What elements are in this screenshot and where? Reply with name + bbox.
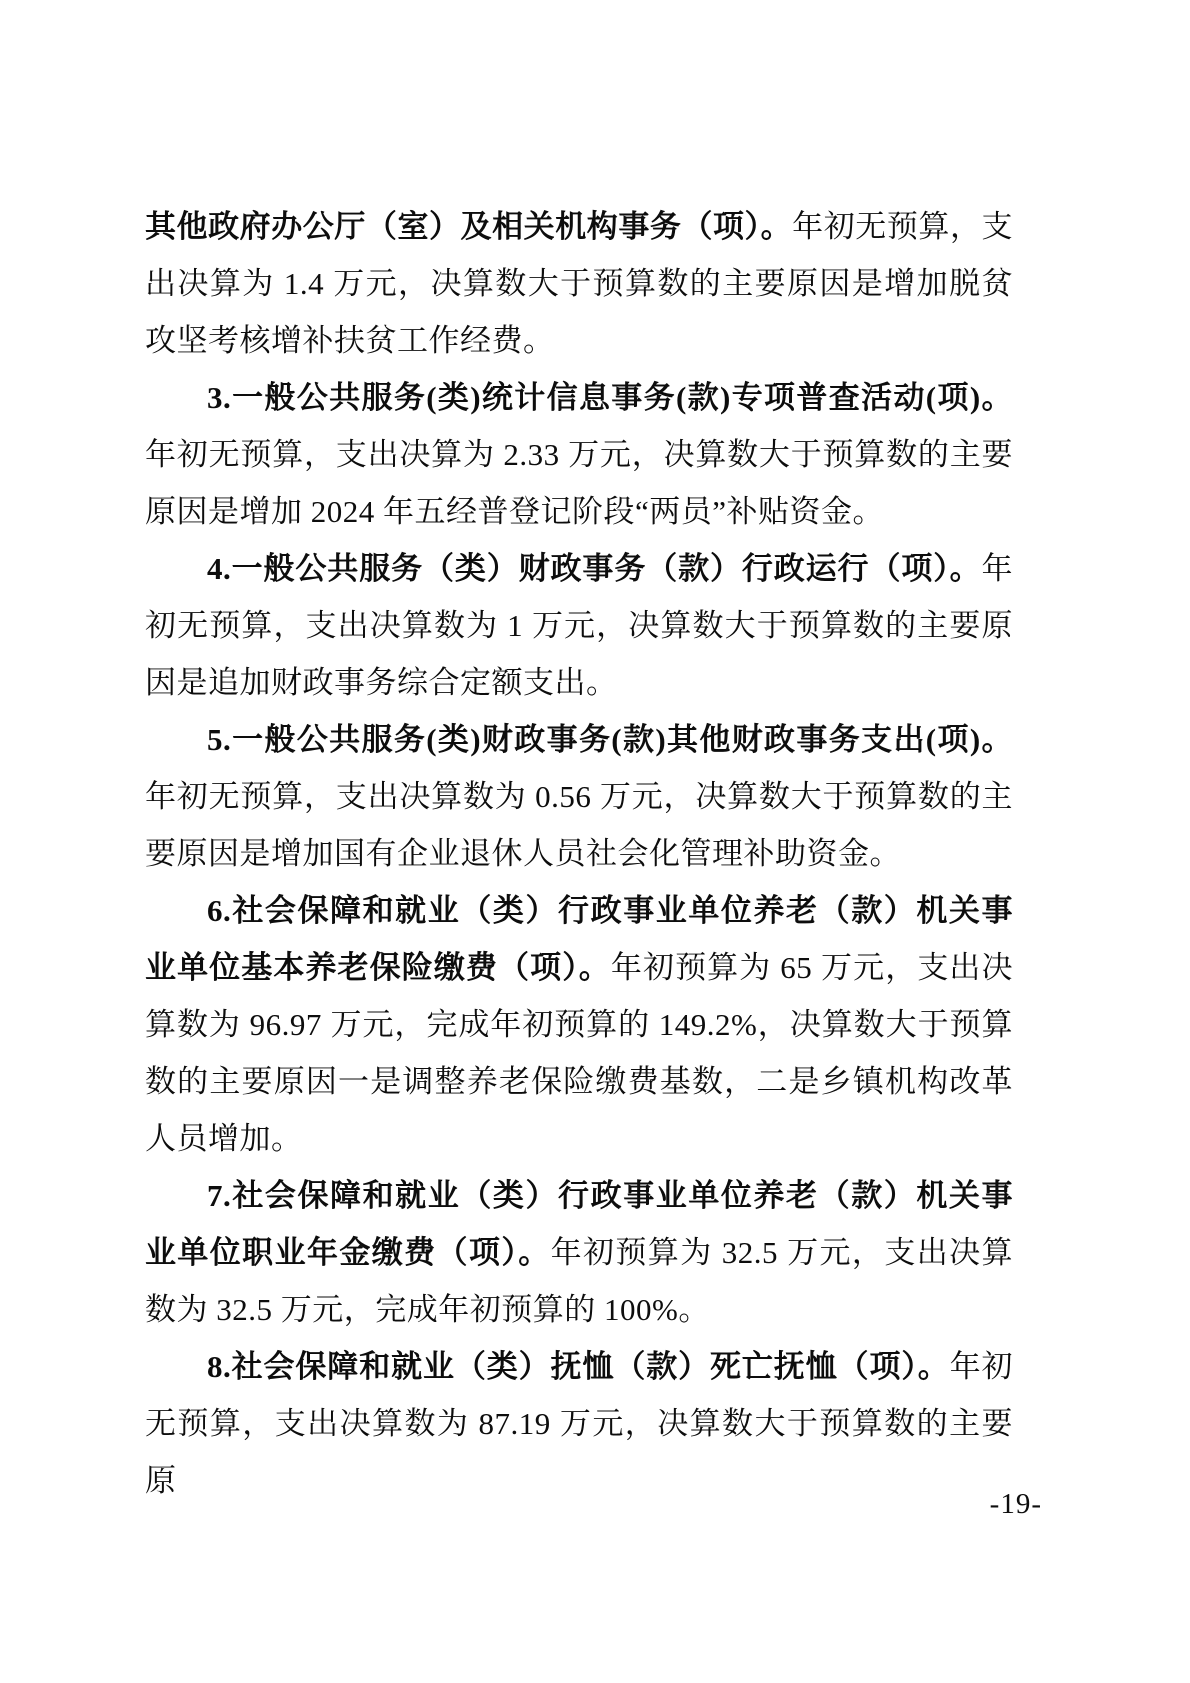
paragraph-heading: 4.一般公共服务（类）财政事务（款）行政运行（项）。 [207, 551, 982, 586]
paragraph-heading: 3.一般公共服务(类)统计信息事务(款)专项普查活动(项)。 [207, 380, 1013, 415]
paragraph-text: 年初无预算，支出决算为 1.4 万元，决算数大于预算数的主要原因是增加脱贫攻坚考核增补扶贫工作经费。 [145, 209, 1014, 358]
paragraph-text: 年初预算为 65 万元，支出决算数为 96.97 万元，完成年初预算的 149.2%，决算数大于预算数的主要原因一是调整养老保险缴费基数，二是乡镇机构改革人员增加。 [145, 950, 1014, 1156]
page-number: -19- [989, 1488, 1042, 1520]
paragraph-heading: 7.社会保障和就业（类）行政事业单位养老（款）机关事业单位职业年金缴费（项）。 [145, 1178, 1013, 1270]
paragraph-text: 年初无预算，支出决算数为 0.56 万元，决算数大于预算数的主要原因是增加国有企业退休人员社会化管理补助资金。 [145, 779, 1013, 871]
paragraph-heading: 5.一般公共服务(类)财政事务(款)其他财政事务支出(项)。 [207, 722, 1013, 757]
paragraph-item6 [145, 882, 1013, 1167]
paragraph-heading: 8.社会保障和就业（类）抚恤（款）死亡抚恤（项）。 [207, 1349, 950, 1384]
paragraph-item4 [145, 540, 1013, 711]
paragraph-continuation-item2 [145, 198, 1013, 369]
paragraph-text: 年初无预算，支出决算数为 1 万元，决算数大于预算数的主要原因是追加财政事务综合定额支出。 [145, 551, 1013, 700]
paragraph-item3 [145, 369, 1013, 540]
paragraph-text: 年初无预算，支出决算数为 87.19 万元，决算数大于预算数的主要原 [145, 1349, 1013, 1498]
paragraph-text: 年初预算为 32.5 万元，支出决算数为 32.5 万元，完成年初预算的 100%。 [145, 1235, 1013, 1327]
paragraph-item5 [145, 711, 1013, 882]
paragraph-heading: 其他政府办公厅（室）及相关机构事务（项）。 [145, 209, 793, 244]
paragraph-item7 [145, 1167, 1013, 1338]
paragraph-text: 年初无预算，支出决算为 2.33 万元，决算数大于预算数的主要原因是增加 2024 年五经普登记阶段“两员”补贴资金。 [145, 437, 1013, 529]
paragraph-item8 [145, 1338, 1013, 1509]
paragraph-heading: 6.社会保障和就业（类）行政事业单位养老（款）机关事业单位基本养老保险缴费（项）。 [145, 893, 1013, 985]
document-body [145, 198, 1013, 1509]
